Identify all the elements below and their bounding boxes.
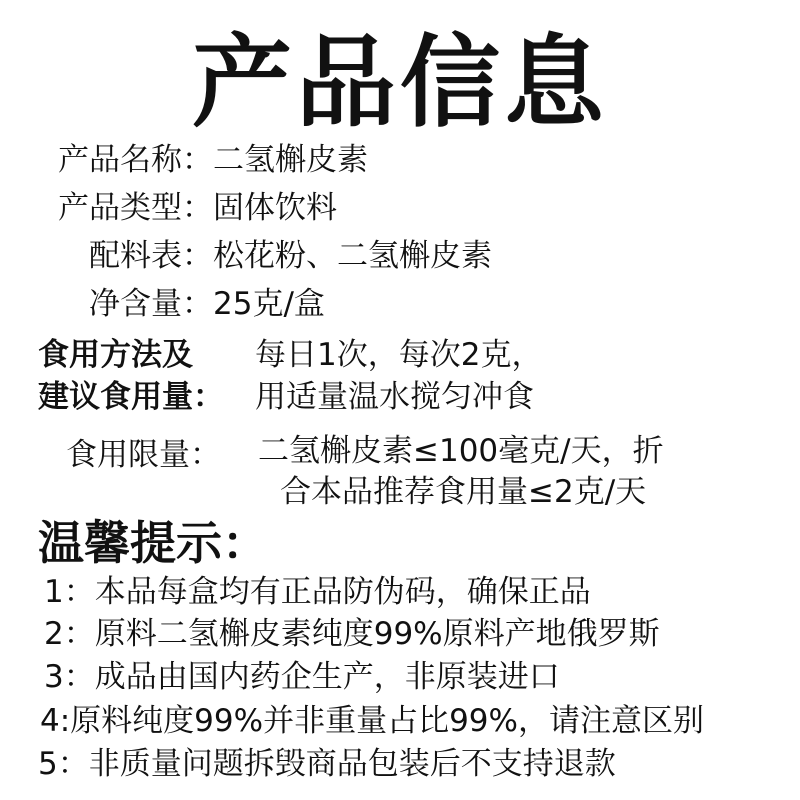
limit-label: 食用限量： bbox=[66, 437, 221, 473]
usage-label-line-2: 建议食用量： bbox=[38, 379, 224, 415]
tips-heading: 温馨提示： bbox=[38, 516, 268, 570]
page-title: 产品信息 bbox=[192, 24, 608, 141]
tip-item-3: 3：成品由国内药企生产，非原装进口 bbox=[44, 659, 560, 695]
info-row-product-type bbox=[58, 190, 337, 226]
info-row-product-name bbox=[58, 142, 368, 178]
usage-label-line-1: 食用方法及 bbox=[38, 337, 193, 373]
product-name-value: 二氢槲皮素 bbox=[213, 142, 368, 178]
limit-value-line-1: 二氢槲皮素≤100毫克/天，折 bbox=[258, 433, 664, 469]
product-type-value: 固体饮料 bbox=[213, 190, 337, 226]
usage-value-line-2: 用适量温水搅匀冲食 bbox=[255, 379, 534, 415]
ingredients-label: 配料表： bbox=[89, 238, 213, 274]
tip-item-1: 1：本品每盒均有正品防伪码，确保正品 bbox=[44, 574, 591, 610]
info-row-ingredients bbox=[89, 238, 492, 274]
ingredients-value: 松花粉、二氢槲皮素 bbox=[213, 238, 492, 274]
usage-value-line-1: 每日1次，每次2克， bbox=[255, 337, 543, 373]
net-content-label: 净含量： bbox=[89, 286, 213, 322]
product-type-label: 产品类型： bbox=[58, 190, 213, 226]
net-content-value: 25克/盒 bbox=[213, 286, 325, 322]
tip-item-5: 5：非质量问题拆毁商品包装后不支持退款 bbox=[38, 746, 616, 782]
tip-item-2: 2：原料二氢槲皮素纯度99%原料产地俄罗斯 bbox=[44, 616, 660, 652]
info-row-net-content bbox=[89, 286, 325, 322]
limit-value-line-2: 合本品推荐食用量≤2克/天 bbox=[280, 474, 647, 510]
tip-item-4: 4:原料纯度99%并非重量占比99%，请注意区别 bbox=[40, 703, 704, 739]
product-name-label: 产品名称： bbox=[58, 142, 213, 178]
